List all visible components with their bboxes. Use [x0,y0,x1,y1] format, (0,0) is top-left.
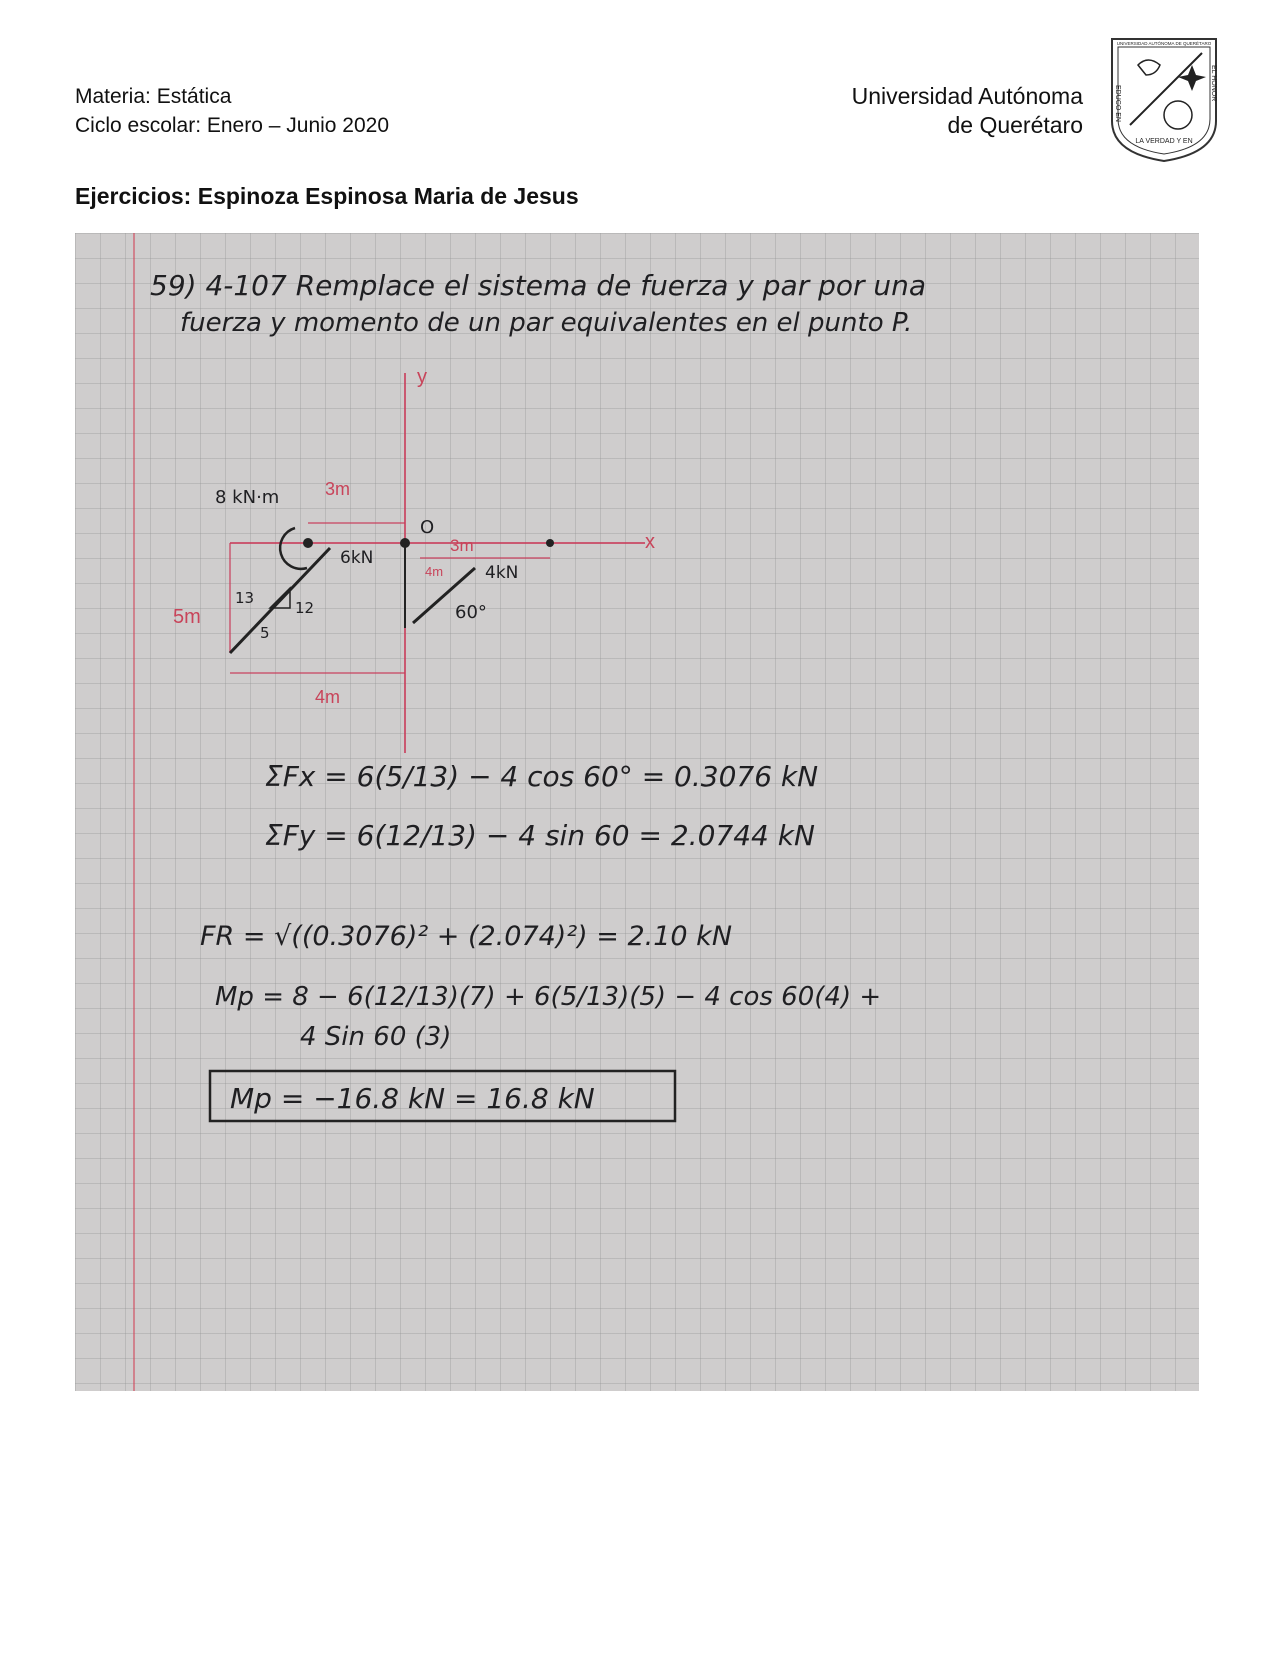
university-name-line2: de Querétaro [947,112,1083,138]
notes-canvas [75,233,1199,1391]
seal-right-text: EL HONOR [1210,65,1217,102]
document-title: Ejercicios: Espinoza Espinosa Maria de Jesus [75,183,579,209]
equation-moment-line2: 4 Sin 60 (3) [300,1022,452,1052]
slope-hypotenuse: 13 [235,589,255,607]
university-seal [1108,35,1220,165]
couple-moment-arrow-icon [280,528,307,569]
slope-horizontal: 5 [260,624,270,642]
seal-emblem-icon [1130,53,1206,129]
y-axis-label: y [417,366,427,388]
force-4kn-label: 4kN [485,563,519,583]
right-point [546,539,554,547]
x-axis-label: x [645,531,655,553]
handwritten-notes-photo [75,233,1199,1391]
header-left [75,82,389,140]
dimension-right: 3m [450,536,474,555]
seal-bottom-text: LA VERDAD Y EN [1135,138,1193,145]
slope-vertical: 12 [295,599,315,617]
dimension-top: 3m [325,479,351,499]
seal-top-text: UNIVERSIDAD AUTÓNOMA DE QUERÉTARO [1116,41,1212,46]
equation-sum-fy: ΣFy = 6(12/13) − 4 sin 60 = 2.0744 kN [265,819,815,852]
problem-statement-line2: fuerza y momento de un par equivalentes en el punto P. [180,308,913,338]
equation-sum-fx: ΣFx = 6(5/13) − 4 cos 60° = 0.3076 kN [265,760,819,793]
slope-triangle [270,588,290,608]
subject-label: Materia: Estática [75,85,232,108]
angle-label: 60° [455,602,487,623]
dimension-small: 4m [425,564,444,579]
couple-label: 8 kN·m [215,487,280,508]
force-diagram [173,366,655,753]
school-cycle-label: Ciclo escolar: Enero – Junio 2020 [75,114,390,137]
equation-moment-result: Mp = −16.8 kN = 16.8 kN [230,1082,595,1115]
university-name-line1: Universidad Autónoma [851,83,1083,109]
dimension-left: 5m [173,606,201,628]
equation-moment-line1: Mp = 8 − 6(12/13)(7) + 6(5/13)(5) − 4 cos 60(4) + [215,982,882,1012]
equation-resultant: FR = √((0.3076)² + (2.074)²) = 2.10 kN [200,921,733,952]
dimension-bottom: 4m [315,687,341,707]
force-6kn-label: 6kN [340,548,374,568]
seal-left-text: EDUCO EN [1114,85,1121,122]
couple-point [303,538,313,548]
problem-statement-line1: 59) 4-107 Remplace el sistema de fuerza y par por una [150,269,927,302]
header-right [852,82,1083,140]
origin-label: O [420,517,435,538]
